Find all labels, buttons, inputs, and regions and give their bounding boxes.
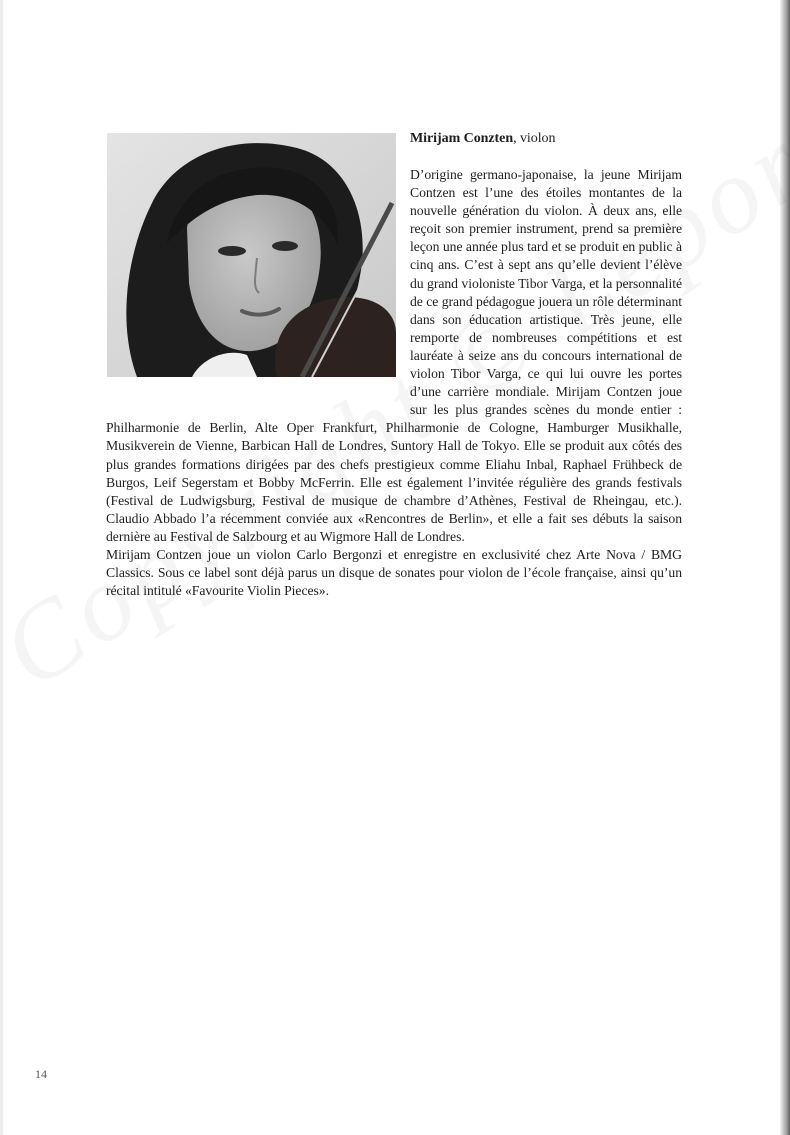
biography-text-block	[106, 130, 682, 600]
artist-name: Mirijam Conzten	[410, 131, 514, 146]
artist-instrument: , violon	[513, 131, 556, 146]
page-left-edge	[0, 0, 3, 1135]
page-right-edge	[780, 0, 790, 1135]
photo-text-wrap-spacer	[106, 130, 410, 412]
bio-paragraph-1: D’origine germano-japonaise, la jeune Mirijam Contzen est l’une des étoiles montantes de la nouvelle génération du violon. À deux ans, elle reçoit son premier instrument, prend sa première leçon une année plus tard et se produit en public à cinq ans. C’est à sept ans qu’elle devient l’élève du grand violoniste Tibor Varga, et la personnalité de ce grand pédagogue jouera un rôle déterminant dans son éducation artistique. Très jeune, elle remporte de nombreuses compétitions et est lauréate à seize ans du concours international de violon Tibor Varga, ce qui lui ouvre les portes d’une carrière mondiale. Mirijam Contzen joue sur les plus grandes scènes du monde entier : Philharmonie de Berlin, Alte Oper Frankfurt, Philharmonie de Cologne, Hamburger Musikhalle, Musikverein de Vienne, Barbican Hall de Londres, Suntory Hall de Tokyo. Elle se produit aux côtés des plus grandes formations dirigées par des chefs prestigieux comme Eliahu Inbal, Raphael Frühbeck de Burgos, Leif Segerstam et Bobby McFerrin. Elle est également l’invitée régulière des grands festivals (Festival de Ludwigsburg, Festival de musique de chambre d’Athènes, Festival de Rheingau, etc.). Claudio Abbado l’a récemment conviée aux «Rencontres de Berlin», et elle a fait ses débuts la saison dernière au Festival de Salzbourg et au Wigmore Hall de Londres.	[106, 167, 682, 544]
page-number: 14	[35, 1067, 47, 1081]
bio-paragraph-2: Mirijam Contzen joue un violon Carlo Bergonzi et enregistre en exclusivité chez Arte Nova / BMG Classics. Sous ce label sont déjà parus un disque de sonates pour violon de l’école française, ainsi qu’un récital intitulé «Favourite Violin Pieces».	[106, 546, 682, 599]
